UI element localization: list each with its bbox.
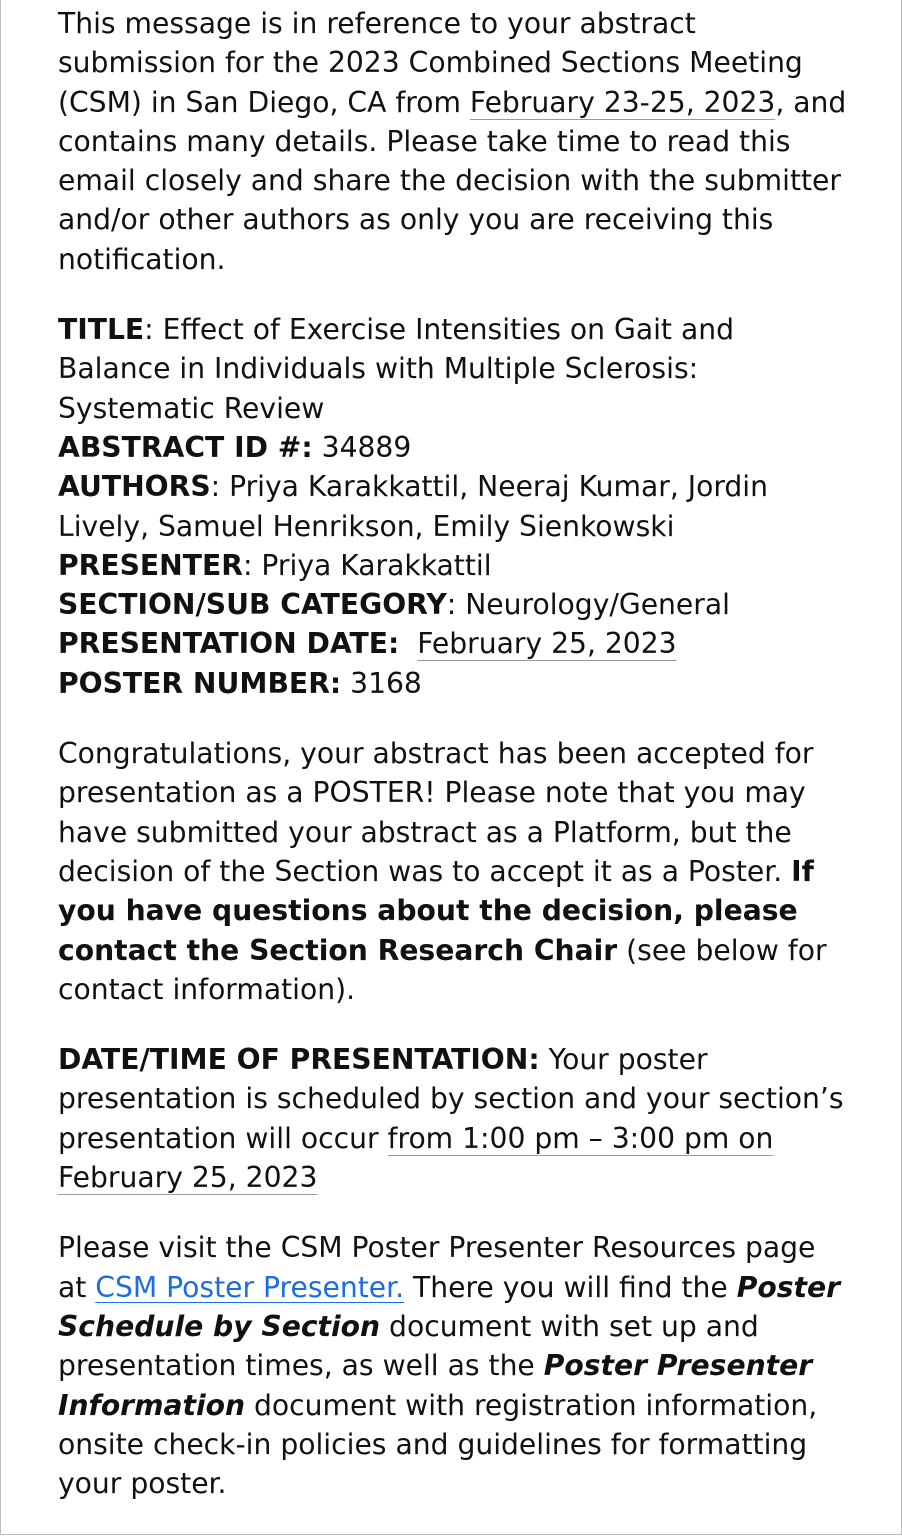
- authors-value: : Priya Karakkattil, Neeraj Kumar, Jordin Lively, Samuel Henrikson, Emily Sienkowski: [58, 470, 769, 543]
- resources-paragraph: [58, 1228, 848, 1503]
- presenter-value: : Priya Karakkattil: [242, 548, 492, 582]
- authors-line: [58, 467, 848, 546]
- resources-mid1: There you will find the: [404, 1270, 737, 1304]
- resources-lead: Please visit the CSM Poster Presenter Resources page at: [58, 1231, 816, 1304]
- congrats-paragraph: [58, 734, 848, 1009]
- poster-presenter-info-doc: Poster Presenter Information: [58, 1349, 813, 1422]
- spacer: [58, 1009, 848, 1040]
- abstract-id-value: 34889: [312, 430, 412, 464]
- abstract-id-line: [58, 428, 848, 467]
- csm-poster-presenter-link[interactable]: CSM Poster Presenter.: [95, 1270, 405, 1304]
- poster-number-label: POSTER NUMBER:: [58, 666, 342, 700]
- intro-lead: This message is in reference to your abstract submission for the 2023 Combined Sections Meeting (CSM) in San Diego, CA from: [58, 7, 803, 119]
- presenter-label: PRESENTER: [58, 548, 243, 582]
- presentation-time-link[interactable]: from 1:00 pm – 3:00 pm on February 25, 2023: [58, 1121, 774, 1195]
- presentation-date-link[interactable]: February 25, 2023: [417, 627, 677, 661]
- spacer: [58, 1197, 848, 1228]
- datetime-paragraph: [58, 1040, 848, 1197]
- presentation-date-label: PRESENTATION DATE:: [58, 627, 400, 661]
- abstract-id-label: ABSTRACT ID #:: [58, 430, 313, 464]
- congrats-bold: If you have questions about the decision, please contact the Section Research Chair: [58, 854, 814, 967]
- resources-tail: document with registration information, onsite check-in policies and guidelines for formatting your poster.: [58, 1388, 818, 1501]
- section-line: [58, 585, 848, 624]
- spacer: [58, 703, 848, 734]
- spacer: [58, 279, 848, 310]
- intro-tail: , and contains many details. Please take time to read this email closely and share the decision with the submitter and/or other authors as only you are receiving this notification.: [58, 85, 847, 276]
- congrats-text: Congratulations, your abstract has been accepted for presentation as a POSTER! Please note that you may have submitted your abstract as a Platform, but the decision of the Section was to accept it as a Poster.: [58, 737, 814, 888]
- section-label: SECTION/SUB CATEGORY: [58, 588, 447, 622]
- poster-number-value: 3168: [341, 666, 422, 700]
- datetime-label: DATE/TIME OF PRESENTATION:: [58, 1043, 540, 1077]
- resources-mid2: document with set up and presentation times, as well as the: [58, 1309, 759, 1383]
- email-body: [58, 0, 848, 1503]
- congrats-tail: (see below for contact information).: [58, 933, 827, 1006]
- title-value: : Effect of Exercise Intensities on Gait and Balance in Individuals with Multiple Sclerosis: Systematic Review: [58, 313, 734, 425]
- event-dates-link[interactable]: February 23-25, 2023: [469, 85, 776, 119]
- datetime-text: Your poster presentation is scheduled by section and your section’s presentation will occur: [58, 1043, 844, 1155]
- presentation-date-line: [58, 624, 848, 663]
- authors-label: AUTHORS: [58, 470, 211, 504]
- poster-number-line: [58, 664, 848, 703]
- title-label: TITLE: [58, 313, 145, 347]
- intro-paragraph: [58, 0, 848, 279]
- title-line: [58, 310, 848, 428]
- abstract-details: [58, 310, 848, 703]
- poster-schedule-doc: Poster Schedule by Section: [58, 1270, 840, 1343]
- section-value: : Neurology/General: [446, 588, 730, 622]
- presenter-line: [58, 546, 848, 585]
